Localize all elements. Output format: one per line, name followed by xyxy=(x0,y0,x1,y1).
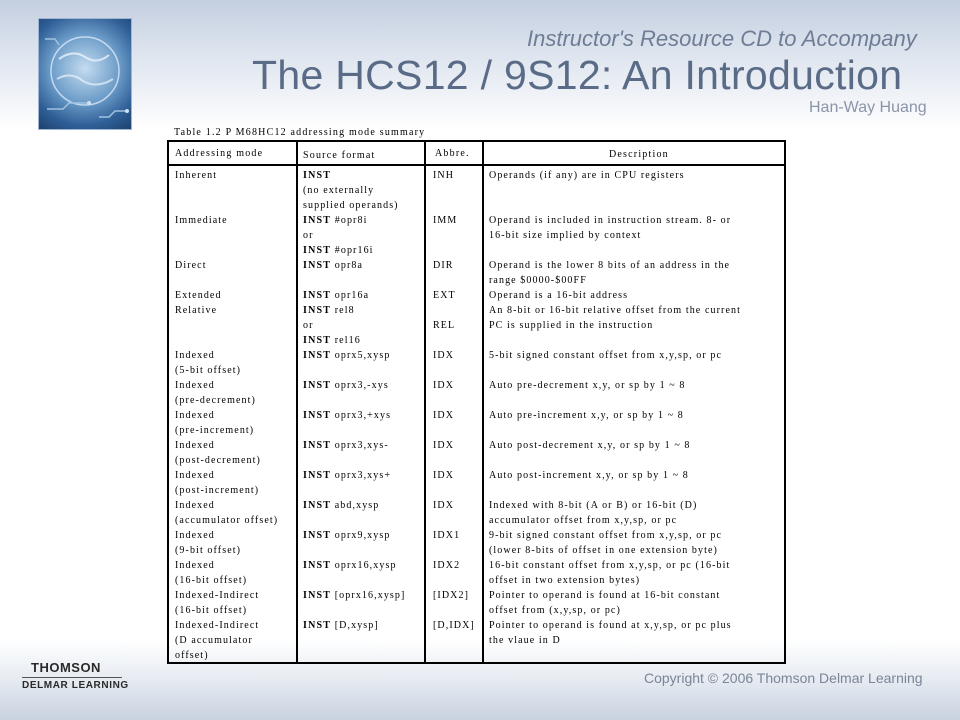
inst-keyword: INST xyxy=(303,170,332,181)
table-cell-line: INST abd,xysp xyxy=(303,500,380,511)
table-cell-line: Operands (if any) are in CPU registers xyxy=(489,170,685,181)
table-cell-mode xyxy=(175,378,256,408)
table-cell-abbr xyxy=(433,168,454,183)
column-divider xyxy=(482,142,484,662)
table-cell-line: INST rel16 xyxy=(303,335,361,346)
table-caption: Table 1.2 P M68HC12 addressing mode summary xyxy=(174,127,426,138)
table-cell-abbr xyxy=(433,438,454,453)
table-cell-line: IDX xyxy=(433,500,455,511)
inst-keyword: INST xyxy=(303,530,332,541)
column-divider xyxy=(296,142,298,662)
table-cell-line: supplied operands) xyxy=(303,200,399,211)
table-cell-source xyxy=(303,213,374,258)
table-cell-line: Indexed with 8-bit (A or B) or 16-bit (D) xyxy=(489,500,698,511)
publisher-logo-rule xyxy=(22,677,122,678)
table-cell-line: INST oprx5,xysp xyxy=(303,350,391,361)
inst-keyword: INST xyxy=(303,290,332,301)
table-cell-line: Relative xyxy=(175,305,218,316)
copyright-notice: Copyright © 2006 Thomson Delmar Learning xyxy=(644,670,923,686)
table-cell-desc xyxy=(489,288,628,303)
table-cell-line: INST #opr8i xyxy=(303,215,368,226)
table-cell-line: Auto pre-decrement x,y, or sp by 1 ~ 8 xyxy=(489,380,686,391)
inst-keyword: INST xyxy=(303,215,332,226)
table-cell-source xyxy=(303,468,391,483)
table-cell-line: Inherent xyxy=(175,170,218,181)
table-cell-line: INST oprx3,xys- xyxy=(303,440,389,451)
table-cell-mode xyxy=(175,348,241,378)
table-cell-line: IDX xyxy=(433,440,455,451)
publisher-logo-top: THOMSON xyxy=(31,660,101,675)
table-cell-line: accumulator offset from x,y,sp, or pc xyxy=(489,515,678,526)
inst-keyword: INST xyxy=(303,380,332,391)
table-cell-source xyxy=(303,438,389,453)
table-cell-abbr xyxy=(433,498,454,513)
table-cell-mode xyxy=(175,288,222,303)
table-cell-line xyxy=(303,168,399,183)
table-cell-line: INST [oprx16,xysp] xyxy=(303,590,406,601)
header-author: Han-Way Huang xyxy=(809,99,927,116)
table-cell-abbr xyxy=(433,258,454,273)
table-cell-mode xyxy=(175,498,278,528)
table-cell-desc xyxy=(489,468,689,483)
inst-keyword: INST xyxy=(303,590,332,601)
table-cell-line: Indexed xyxy=(175,470,215,481)
inst-keyword: INST xyxy=(303,620,332,631)
table-cell-line: INST oprx3,xys+ xyxy=(303,470,392,481)
table-cell-abbr xyxy=(433,303,455,333)
table-cell-abbr xyxy=(433,378,454,393)
table-cell-abbr xyxy=(433,468,454,483)
table-cell-line: Auto post-increment x,y, or sp by 1 ~ 8 xyxy=(489,470,689,481)
table-cell-line: IDX xyxy=(433,350,455,361)
table-cell-line: Auto pre-increment x,y, or sp by 1 ~ 8 xyxy=(489,410,684,421)
table-cell-line: IDX xyxy=(433,470,455,481)
table-cell-abbr xyxy=(433,528,460,543)
inst-keyword: INST xyxy=(303,410,332,421)
table-cell-abbr xyxy=(433,618,475,633)
table-cell-line: (16-bit offset) xyxy=(175,575,248,586)
table-cell-line: Indexed xyxy=(175,560,215,571)
table-cell-desc xyxy=(489,213,731,243)
inst-keyword: INST xyxy=(303,470,332,481)
table-cell-source xyxy=(303,408,391,423)
table-cell-abbr xyxy=(433,213,457,228)
table-cell-abbr xyxy=(433,588,469,603)
table-cell-line: REL xyxy=(433,320,456,331)
table-cell-desc xyxy=(489,498,697,528)
table-cell-line: Pointer to operand is found at 16-bit constant xyxy=(489,590,721,601)
table-cell-line: Indexed-Indirect xyxy=(175,590,260,601)
column-divider xyxy=(424,142,426,662)
table-cell-line: Operand is a 16-bit address xyxy=(489,290,629,301)
table-cell-line: (post-decrement) xyxy=(175,455,261,466)
table-cell-source xyxy=(303,258,363,273)
table-cell-source xyxy=(303,618,379,633)
table-cell-line: Indexed xyxy=(175,500,215,511)
table-cell-desc xyxy=(489,258,730,288)
table-cell-desc xyxy=(489,378,686,393)
table-cell-source xyxy=(303,288,369,303)
table-cell-line: IDX xyxy=(433,410,455,421)
column-header-abbr: Abbre. xyxy=(435,148,470,159)
table-cell-line: (9-bit offset) xyxy=(175,545,242,556)
table-cell-source xyxy=(303,558,397,573)
table-cell-line: Pointer to operand is found at x,y,sp, or pc plus xyxy=(489,620,732,631)
table-cell-line: Operand is included in instruction stream. 8- or xyxy=(489,215,732,226)
table-cell-line: IDX1 xyxy=(433,530,461,541)
table-cell-source xyxy=(303,168,399,213)
table-cell-line: INST opr16a xyxy=(303,290,370,301)
inst-keyword: INST xyxy=(303,440,332,451)
table-cell-line: 5-bit signed constant offset from x,y,sp, or pc xyxy=(489,350,723,361)
table-cell-line: or xyxy=(303,320,314,331)
column-header-description: Description xyxy=(609,149,669,160)
table-cell-mode xyxy=(175,588,259,618)
table-cell-desc xyxy=(489,588,720,618)
table-cell-source xyxy=(303,528,390,543)
table-cell-line: or xyxy=(303,230,314,241)
table-cell-line: offset in two extension bytes) xyxy=(489,575,641,586)
table-cell-line: (16-bit offset) xyxy=(175,605,248,616)
table-cell-line: range $0000-$00FF xyxy=(489,275,587,286)
table-cell-mode xyxy=(175,303,217,318)
header-subtitle: Instructor's Resource CD to Accompany xyxy=(527,26,917,51)
inst-keyword: INST xyxy=(303,560,332,571)
table-cell-line: Extended xyxy=(175,290,222,301)
globe-circuit-logo-icon xyxy=(38,18,132,130)
publisher-logo-bottom: DELMAR LEARNING xyxy=(22,680,129,691)
page-title: The HCS12 / 9S12: An Introduction xyxy=(252,52,903,98)
table-cell-line: DIR xyxy=(433,260,454,271)
table-cell-line: the vlaue in D xyxy=(489,635,561,646)
table-cell-line: IDX xyxy=(433,380,455,391)
table-cell-desc xyxy=(489,168,685,183)
table-cell-line: INST oprx3,+xys xyxy=(303,410,392,421)
table-cell-line: [IDX2] xyxy=(433,590,470,601)
table-cell-line: offset from (x,y,sp, or pc) xyxy=(489,605,621,616)
table-cell-line: 9-bit signed constant offset from x,y,sp, or pc xyxy=(489,530,723,541)
table-cell-abbr xyxy=(433,408,454,423)
table-cell-line: (no externally xyxy=(303,185,375,196)
table-cell-line: INST #opr16i xyxy=(303,245,374,256)
table-cell-line: EXT xyxy=(433,290,456,301)
inst-keyword: INST xyxy=(303,350,332,361)
table-cell-line: [D,IDX] xyxy=(433,620,475,631)
addressing-mode-table xyxy=(167,140,786,664)
table-cell-line: INST oprx3,-xys xyxy=(303,380,389,391)
table-cell-source xyxy=(303,588,405,603)
table-cell-mode xyxy=(175,558,247,588)
inst-keyword: INST xyxy=(303,335,332,346)
table-cell-mode xyxy=(175,168,217,183)
table-cell-line: IMM xyxy=(433,215,458,226)
table-cell-line: An 8-bit or 16-bit relative offset from the current xyxy=(489,305,741,316)
table-cell-desc xyxy=(489,408,684,423)
table-cell-line: Indexed xyxy=(175,530,215,541)
table-cell-desc xyxy=(489,303,741,333)
table-cell-line: INST rel8 xyxy=(303,305,355,316)
table-cell-mode xyxy=(175,213,228,228)
table-cell-line: Indexed xyxy=(175,410,215,421)
inst-keyword: INST xyxy=(303,305,332,316)
table-cell-line: (accumulator offset) xyxy=(175,515,279,526)
table-cell-line: Immediate xyxy=(175,215,228,226)
table-cell-line: offset) xyxy=(175,650,209,661)
inst-keyword: INST xyxy=(303,260,332,271)
table-cell-abbr xyxy=(433,288,456,303)
table-cell-desc xyxy=(489,618,732,648)
table-cell-line: PC is supplied in the instruction xyxy=(489,320,654,331)
column-header-source: Source format xyxy=(303,150,376,161)
table-cell-mode xyxy=(175,438,261,468)
table-cell-line: 16-bit size implied by context xyxy=(489,230,642,241)
table-cell-line: (post-increment) xyxy=(175,485,260,496)
table-cell-mode xyxy=(175,528,241,558)
table-cell-desc xyxy=(489,528,722,558)
table-cell-line: IDX2 xyxy=(433,560,461,571)
table-cell-line: INST opr8a xyxy=(303,260,364,271)
table-cell-line: Indexed xyxy=(175,350,215,361)
table-cell-source xyxy=(303,378,389,393)
table-cell-line: Operand is the lower 8 bits of an address in the xyxy=(489,260,731,271)
header-divider xyxy=(169,164,784,166)
column-header-mode: Addressing mode xyxy=(175,148,264,159)
table-cell-line: INST oprx16,xysp xyxy=(303,560,397,571)
table-cell-line: (5-bit offset) xyxy=(175,365,242,376)
table-cell-line: INH xyxy=(433,170,455,181)
table-cell-mode xyxy=(175,258,207,273)
table-cell-abbr xyxy=(433,348,454,363)
inst-keyword: INST xyxy=(303,500,332,511)
table-cell-line: (D accumulator xyxy=(175,635,253,646)
table-cell-line: INST oprx9,xysp xyxy=(303,530,391,541)
table-cell-mode xyxy=(175,618,259,663)
table-cell-line: Indexed xyxy=(175,380,215,391)
table-cell-line: 16-bit constant offset from x,y,sp, or pc (16-bit xyxy=(489,560,731,571)
table-cell-line xyxy=(433,303,455,318)
table-cell-desc xyxy=(489,558,730,588)
table-cell-desc xyxy=(489,348,722,363)
table-cell-line: Indexed-Indirect xyxy=(175,620,260,631)
table-cell-line: Direct xyxy=(175,260,207,271)
table-cell-line: INST [D,xysp] xyxy=(303,620,379,631)
table-cell-line: (lower 8-bits of offset in one extension byte) xyxy=(489,545,718,556)
table-cell-line: (pre-decrement) xyxy=(175,395,256,406)
inst-keyword: INST xyxy=(303,245,332,256)
table-cell-desc xyxy=(489,438,691,453)
table-cell-line: (pre-increment) xyxy=(175,425,255,436)
table-cell-source xyxy=(303,303,361,348)
table-cell-source xyxy=(303,348,390,363)
table-cell-mode xyxy=(175,408,254,438)
table-cell-line: Indexed xyxy=(175,440,215,451)
table-cell-line: Auto post-decrement x,y, or sp by 1 ~ 8 xyxy=(489,440,691,451)
table-cell-mode xyxy=(175,468,259,498)
table-cell-source xyxy=(303,498,379,513)
table-cell-abbr xyxy=(433,558,460,573)
